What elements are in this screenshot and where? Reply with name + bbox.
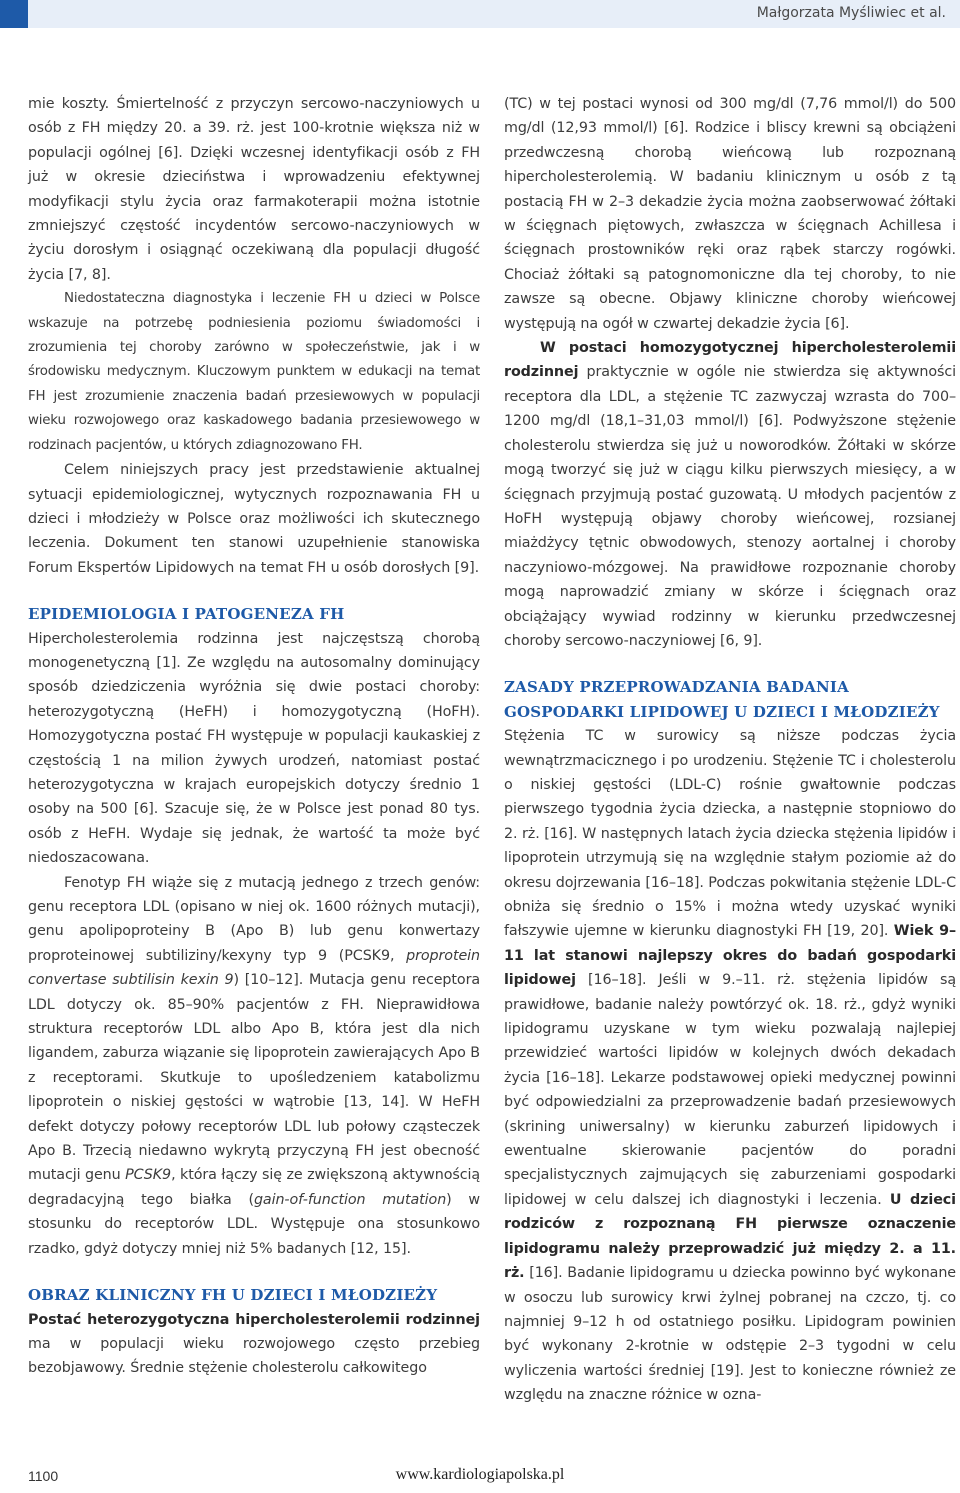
text-run: , która łączy się ze zwiększoną aktywnością degradacyjną tego białka (	[28, 1167, 480, 1208]
paragraph: Hipercholesterolemia rodzinna jest najczęstszą chorobą monogenetyczną [1]. Ze względu na autosomalny dominujący sposób dziedziczenia wyróżnia się dwie postaci choroby: heterozygotyczną (HeFH) i homozygotyczną (HoFH). Homozygotyczna postać FH występuje w populacji kaukaskiej z częstością 1 na milion żywych urodzeń, natomiast postać heterozygotyczna w krajach europejskich dotyczy średnio 1 osoby na 500 [6]. Szacuje się, że w Polsce jest ponad 80 tys. osób z HeFH. Wydaje się jednak, że wartość ta może być niedoszacowana.	[28, 630, 480, 867]
italic-term: proprotein convertase subtilisin kexin 9	[28, 947, 480, 989]
paragraph	[504, 724, 956, 1407]
text-run: [16]. Badanie lipidogramu u dziecka powinno być wykonane w osoczu lub surowicy krwi żylnej pobranej na czczo, tj. co najmniej 9–12 h od ostatniego posiłku. Lipidogram powinien być wykonany 2-krotnie w odstępie 2–3 tygodni w celu wyliczenia wartości średniej [19]. Jest to konieczne również ze względu na znaczne różnice w ozna-	[504, 1265, 956, 1404]
text-run: ) w stosunku do receptorów LDL. Występuje ona stosunkowo rzadko, gdyż dotyczy mniej niż 5% badanych [12, 15].	[28, 1191, 480, 1257]
paragraph: Niedostateczna diagnostyka i leczenie FH u dzieci w Polsce wskazuje na potrzebę podniesienia poziomu świadomości i zrozumienia tej choroby zarówno w społeczeństwie, jak i w środowisku medycznym. Kluczowym punktem w edukacji na temat FH jest zrozumienie znaczenia badań przesiewowych w populacji wieku rozwojowego oraz kaskadowego badania przesiewowego w rodzinach pacjentów, u których zdiagnozowano FH.	[28, 291, 480, 453]
text-run: [16–18]. Jeśli w 9.–11. rż. stężenia lipidów są prawidłowe, badanie należy powtórzyć ok. 18. rż., gdyż wyniki lipidogramu uzyskane w tym wieku pozwalają najlepiej przewidzieć wartości lipidów w kolejnych dwóch dekadach życia [16–18]. Lekarze podstawowej opieki medycznej powinni być odpowiedzialni za przeprowadzenie badań przesiewowych (skrining uniwersalny) w kierunku zaburzeń lipidowych i ewentualne skierowanie pacjentów do poradni specjalistycznych zajmujących się zaburzeniami gospodarki lipidowej w celu dalszej ich diagnostyki i leczenia.	[504, 972, 956, 1208]
italic-term: PCSK9	[125, 1167, 172, 1184]
page-number: 1100	[28, 1468, 59, 1484]
paragraph: (TC) w tej postaci wynosi od 300 mg/dl (7,76 mmol/l) do 500 mg/dl (12,93 mmol/l) [6]. Rodzice i bliscy krewni są obciążeni przedwczesną chorobą wieńcową lub rozpoznaną hipercholesterolemią. W badaniu klinicznym u osób z tą postacią FH w 2–3 dekadzie życia można zaobserwować żółtaki w ścięgnach piętowych, zwłaszcza w ścięgnach Achillesa i ścięgnach prostowników ręki oraz rąbek starczy rogówki. Chociaż żółtaki są patognomoniczne dla tej choroby, to nie zawsze są obecne. Objawy kliniczne choroby wieńcowej występują na ogół w czwartej dekadzie życia [6].	[504, 96, 956, 332]
left-column	[28, 92, 480, 1381]
journal-url: www.kardiologiapolska.pl	[395, 1466, 565, 1483]
paragraph	[28, 871, 480, 1262]
section-heading-epidemiology: EPIDEMIOLOGIA I PATOGENEZA FH	[28, 605, 345, 624]
journal-marker	[0, 0, 28, 28]
paragraph: Celem niniejszych pracy jest przedstawienie aktualnej sytuacji epidemiologicznej, wytycznych rozpoznawania FH u dzieci i młodzieży w Polsce oraz możliwości ich skutecznego leczenia. Dokument ten stanowi uzupełnienie stanowiska Forum Ekspertów Lipidowych na temat FH u osób dorosłych [9].	[28, 462, 480, 576]
right-column	[504, 92, 956, 1408]
paragraph	[28, 1308, 480, 1381]
text-run: praktycznie w ogóle nie stwierdza się aktywności receptora dla LDL, a stężenie TC zazwyczaj wzrasta do 700–1200 mg/dl (18,1–31,03 mmol/l) [6]. Podwyższone stężenie cholesterolu stwierdza się już u noworodków. Żółtaki w skórze mogą tworzyć się już w ciągu kilku pierwszych miesięcy, a w ścięgnach przyjmują postać guzowatą. U młodych pacjentów z HoFH występują objawy choroby wieńcowej, rozsianej miażdżycy tętnic obwodowych, stenozy aortalnej i choroby naczyniowo-mózgowej. Na prawidłowe rozpoznanie choroby mogą naprowadzić zmiany w skórze i ścięgnach oraz obciążający wywiad rodzinny w kierunku przedwczesnej choroby sercowo-naczyniowej [6, 9].	[504, 364, 956, 649]
text-run: ) [10–12]. Mutacja genu receptora LDL dotyczy ok. 85–90% pacjentów z FH. Nieprawidłowa struktura receptorów LDL albo Apo B, która jest dla nich ligandem, zaburza wiązanie się lipoprotein zawierających Apo B z receptorami. Skutkuje to upośledzeniem katabolizmu lipoprotein o niskiej gęstości w wątrobie [13, 14]. W HeFH defekt dotyczy połowy receptorów LDL lub połowy cząsteczek Apo B. Trzecią niedawno wykrytą przyczyną FH jest obecność mutacji genu	[28, 972, 481, 1184]
bold-lead: Postać heterozygotyczna hipercholesterolemii rodzinnej	[28, 1311, 480, 1328]
italic-term: gain-of-function mutation	[253, 1191, 447, 1208]
heading-line: ZASADY PRZEPROWADZANIA BADANIA	[504, 678, 849, 697]
text-run: Stężenia TC w surowicy są niższe podczas życia wewnątrzmacicznego i po urodzeniu. Stężenie TC i cholesterolu o niskiej gęstości (LDL-C) rośnie gwałtownie podczas pierwszego tygodnia życia dziecka, a następnie stopniowo do 2. rż. [16]. W następnych latach życia dziecka stężenia lipidów i lipoprotein utrzymują się na względnie stałym poziomie aż do okresu dojrzewania [16–18]. Podczas pokwitania stężenie LDL-C obniża się średnio o 15% i można wtedy uzyskać wyniki fałszywie ujemne w kierunku diagnostyki FH [19, 20].	[504, 728, 956, 940]
bold-emphasis: U dzieci rodziców z rozpoznaną FH pierwsze oznaczenie lipidogramu należy przeprowadzić już między 2. a 11. rż.	[504, 1191, 956, 1282]
text-run: ma w populacji wieku rozwojowego często przebieg bezobjawowy. Średnie stężenie cholesterolu całkowitego	[28, 1335, 480, 1377]
section-heading-lipid-testing	[504, 675, 956, 724]
section-heading-clinical: OBRAZ KLINICZNY FH U DZIECI I MŁODZIEŻY	[28, 1286, 438, 1305]
header-author: Małgorzata Myśliwiec et al.	[756, 5, 946, 21]
bold-lead: W postaci homozygotycznej hipercholesterolemii rodzinnej	[504, 340, 956, 381]
running-header	[0, 0, 960, 28]
bold-emphasis: Wiek 9–11 lat stanowi najlepszy okres do badań gospodarki lipidowej	[504, 923, 957, 989]
heading-line: GOSPODARKI LIPIDOWEJ U DZIECI I MŁODZIEŻY	[504, 702, 940, 721]
paragraph	[504, 336, 956, 653]
text-run: Fenotyp FH wiąże się z mutacją jednego z trzech genów: genu receptora LDL (opisano w niej ok. 1600 różnych mutacji), genu apolipoproteiny B (Apo B) lub genu konwertazy proproteinowej subtiliziny/kexyny typ 9 (PCSK9,	[28, 874, 480, 964]
paragraph: mie koszty. Śmiertelność z przyczyn sercowo-naczyniowych u osób z FH między 20. a 39. rż. jest 100-krotnie większa niż w populacji ogólnej [6]. Dzięki wczesnej identyfikacji osób z FH już w okresie dzieciństwa i wprowadzeniu efektywnej modyfikacji stylu życia oraz farmakoterapii można istotnie zmniejszyć częstość incydentów sercowo-naczyniowych w życiu dorosłym i osiągnąć oczekiwaną dla populacji długość życia [7, 8].	[28, 96, 480, 283]
